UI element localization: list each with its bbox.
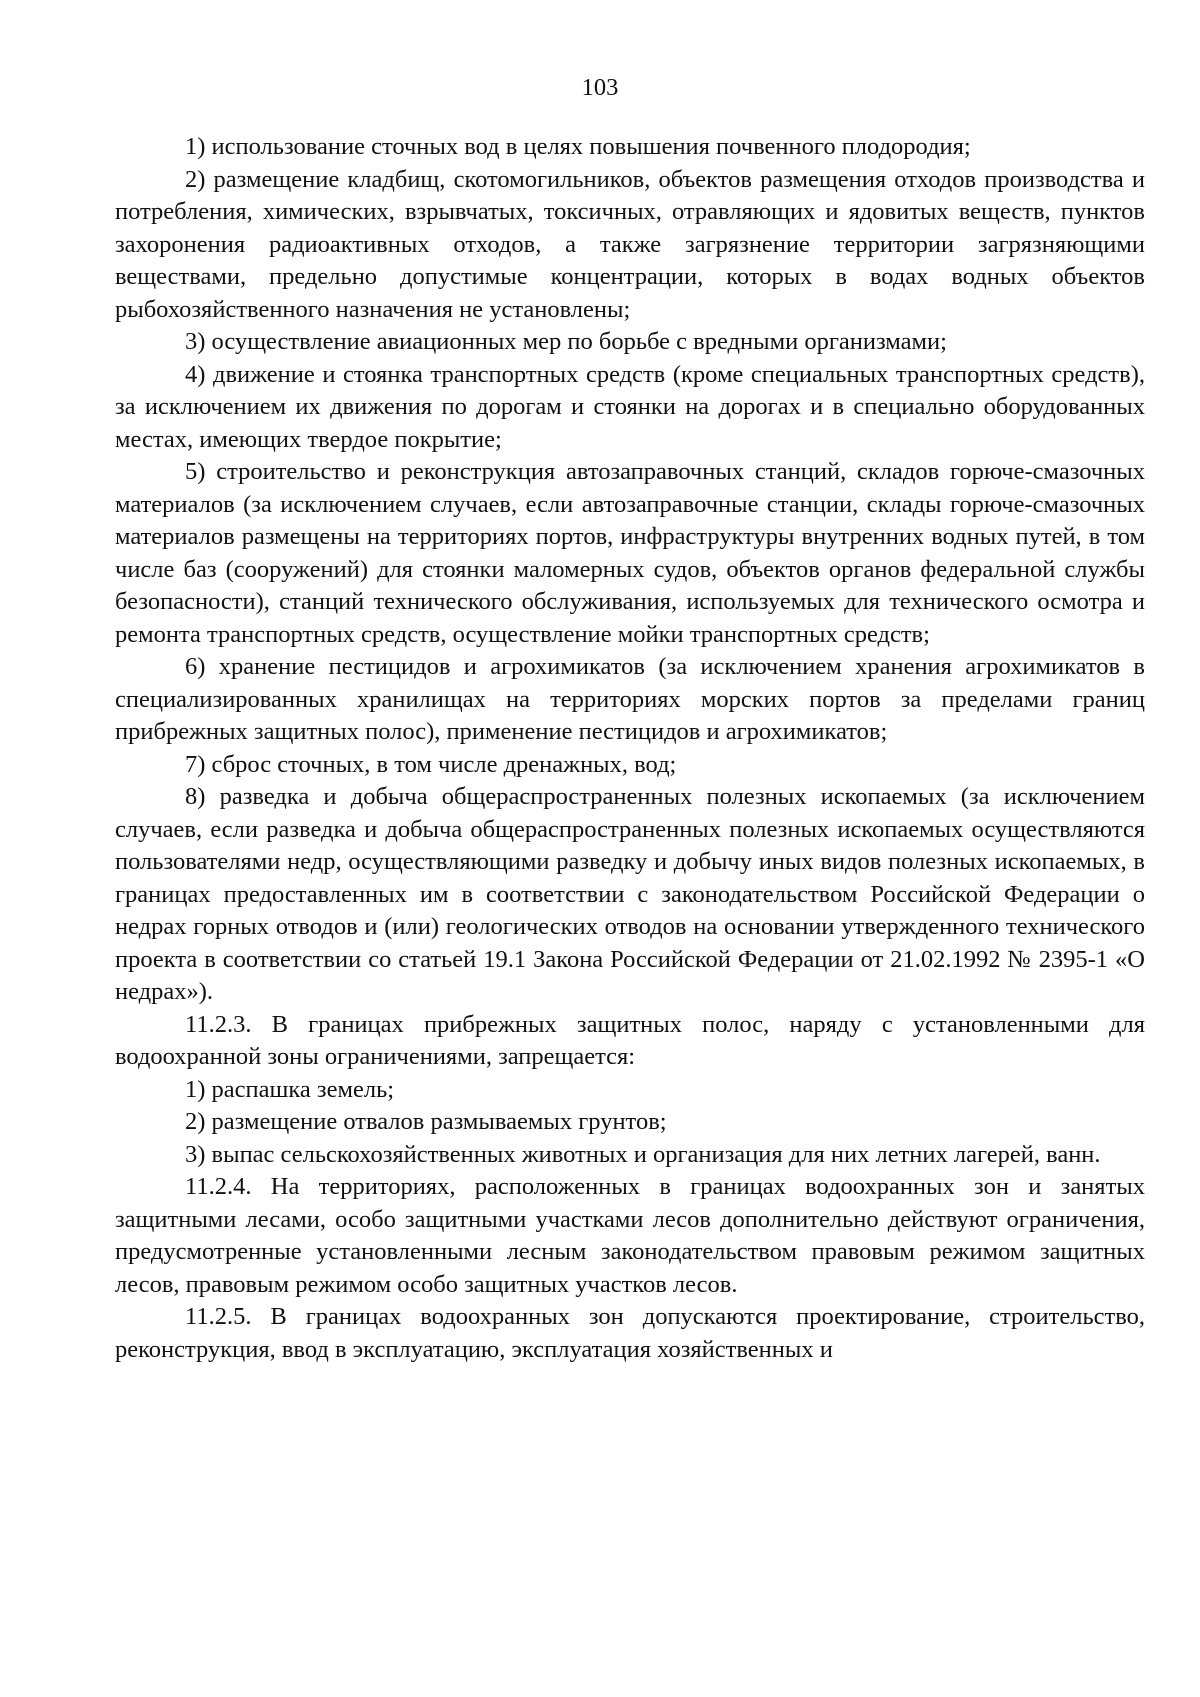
paragraph-item-8: 8) разведка и добыча общераспространенных полезных ископаемых (за исключением случаев, если разведка и добыча общераспространенных полезных ископаемых осуществляются пользователями недр, осуществляющими разведку и добычу иных видов полезных ископаемых, в границах предоставленных им в соответствии с законодательством Российской Федерации о недрах горных отводов и (или) геологических отводов на основании утвержденного технического проекта в соответствии со статьей 19.1 Закона Российской Федерации от 21.02.1992 № 2395-1 «О недрах»). bbox=[115, 783, 1145, 1005]
paragraph-item-6: 6) хранение пестицидов и агрохимикатов (за исключением хранения агрохимикатов в специализированных хранилищах на территориях морских портов за пределами границ прибрежных защитных полос), применение пестицидов и агрохимикатов; bbox=[115, 653, 1145, 745]
paragraph-item-5: 5) строительство и реконструкция автозаправочных станций, складов горюче-смазочных материалов (за исключением случаев, если автозаправочные станции, склады горюче-смазочных материалов размещены на территориях портов, инфраструктуры внутренних водных путей, в том числе баз (сооружений) для стоянки маломерных судов, объектов органов федеральной службы безопасности), станций технического обслуживания, используемых для технического осмотра и ремонта транспортных средств, осуществление мойки транспортных средств; bbox=[115, 458, 1145, 648]
paragraph-section-11-2-5: 11.2.5. В границах водоохранных зон допускаются проектирование, строительство, реконструкция, ввод в эксплуатацию, эксплуатация хозяйственных и bbox=[115, 1303, 1145, 1363]
paragraph-sub-item-1: 1) распашка земель; bbox=[185, 1075, 395, 1103]
paragraph-item-4: 4) движение и стоянка транспортных средств (кроме специальных транспортных средств), за исключением их движения по дорогам и стоянки на дорогах и в специально оборудованных местах, имеющих твердое покрытие; bbox=[115, 360, 1145, 453]
page-number: 103 bbox=[581, 74, 619, 101]
paragraph-item-7: 7) сброс сточных, в том числе дренажных, вод; bbox=[185, 750, 677, 778]
paragraph-sub-item-3: 3) выпас сельскохозяйственных животных и организация для них летних лагерей, ванн. bbox=[185, 1140, 1101, 1168]
paragraph-sub-item-2: 2) размещение отвалов размываемых грунтов; bbox=[185, 1108, 667, 1135]
paragraph-item-1: 1) использование сточных вод в целях повышения почвенного плодородия; bbox=[185, 133, 971, 160]
paragraph-item-3: 3) осуществление авиационных мер по борьбе с вредными организмами; bbox=[185, 328, 947, 355]
document-body bbox=[115, 131, 1145, 1366]
paragraph-section-11-2-4: 11.2.4. На территориях, расположенных в границах водоохранных зон и занятых защитными лесами, особо защитными участками лесов дополнительно действуют ограничения, предусмотренные установленными лесным законодательством правовым режимом защитных лесов, правовым режимом особо защитных участков лесов. bbox=[115, 1173, 1145, 1298]
paragraph-item-2: 2) размещение кладбищ, скотомогильников, объектов размещения отходов производства и потребления, химических, взрывчатых, токсичных, отравляющих и ядовитых веществ, пунктов захоронения радиоактивных отходов, а также загрязнение территории загрязняющими веществами, предельно допустимые концентрации, которых в водах водных объектов рыбохозяйственного назначения не установлены; bbox=[115, 165, 1145, 323]
paragraph-section-11-2-3: 11.2.3. В границах прибрежных защитных полос, наряду с установленными для водоохранной зоны ограничениями, запрещается: bbox=[115, 1010, 1145, 1070]
